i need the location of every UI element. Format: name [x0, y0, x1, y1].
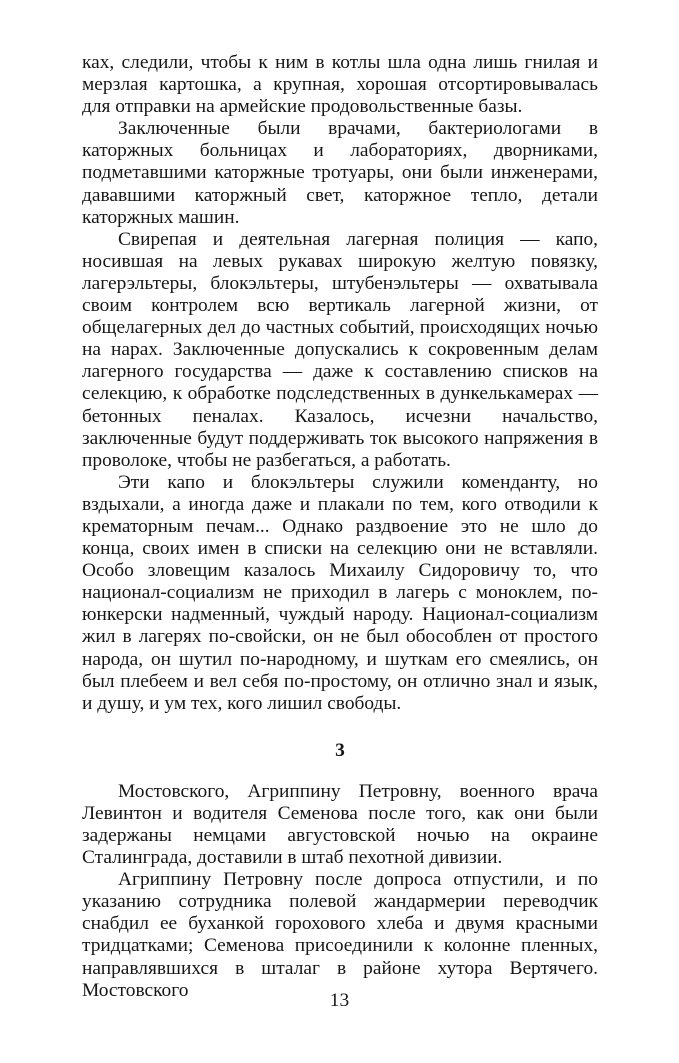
paragraph-5: Мостовского, Агриппину Петровну, военного врача Левинтон и водителя Семенова после того, как они были задержаны немцами августовской ночью на окраине Сталинграда, доставили в штаб пехотной дивизии. [82, 780, 598, 869]
chapter-number: 3 [335, 739, 345, 761]
book-page [82, 52, 598, 1002]
page-number: 13 [329, 990, 350, 1011]
paragraph-6: Агриппину Петровну после допроса отпустили, и по указанию сотрудника полевой жандармерии переводчик снабдил ее буханкой горохового хлеба и двумя красными тридцатками; Семенова присоединили к колонне пленных, направлявшихся в шталаг в районе хутора Вертячего. Мостовского [82, 869, 598, 1001]
paragraph-4: Эти капо и блокэльтеры служили коменданту, но вздыхали, а иногда даже и плакали по тем, кого отводили к крематорным печам... Однако раздвоение это не шло до конца, своих имен в списки на селекцию они не вставляли. Особо зловещим казалось Михаилу Сидоровичу то, что национал-социализм не приходил в лагерь с моноклем, по-юнкерски надменный, чуждый народу. Национал-социализм жил в лагерях по-свойски, он не был обособлен от простого народа, он шутил по-народному, и шуткам его смеялись, он был плебеем и вел себя по-простому, он отлично знал и язык, и душу, и ум тех, кого лишил свободы. [82, 471, 598, 714]
paragraph-3: Свирепая и деятельная лагерная полиция — капо, носившая на левых рукавах широкую желтую повязку, лагерэльтеры, блокэльтеры, штубенэльтеры — охватывала своим контролем всю вертикаль лагерной жизни, от общелагерных дел до частных событий, происходящих ночью на нарах. Заключенные допускались к сокровенным делам лагерного государства — даже к составлению списков на селекцию, к обработке подследственных в дункелькамерах — бетонных пеналах. Казалось, исчезни начальство, заключенные будут поддерживать ток высокого напряжения в проволоке, чтобы не разбегаться, а работать. [82, 228, 598, 471]
paragraph-2: Заключенные были врачами, бактериологами в каторжных больницах и лабораториях, дворниками, подметавшими каторжные тротуары, они были инженерами, дававшими каторжный свет, каторжное тепло, детали каторжных машин. [82, 118, 598, 228]
paragraph-1: ках, следили, чтобы к ним в котлы шла одна лишь гнилая и мерзлая картошка, а крупная, хорошая отсортировывалась для отправки на армейские продовольственные базы. [82, 52, 598, 118]
